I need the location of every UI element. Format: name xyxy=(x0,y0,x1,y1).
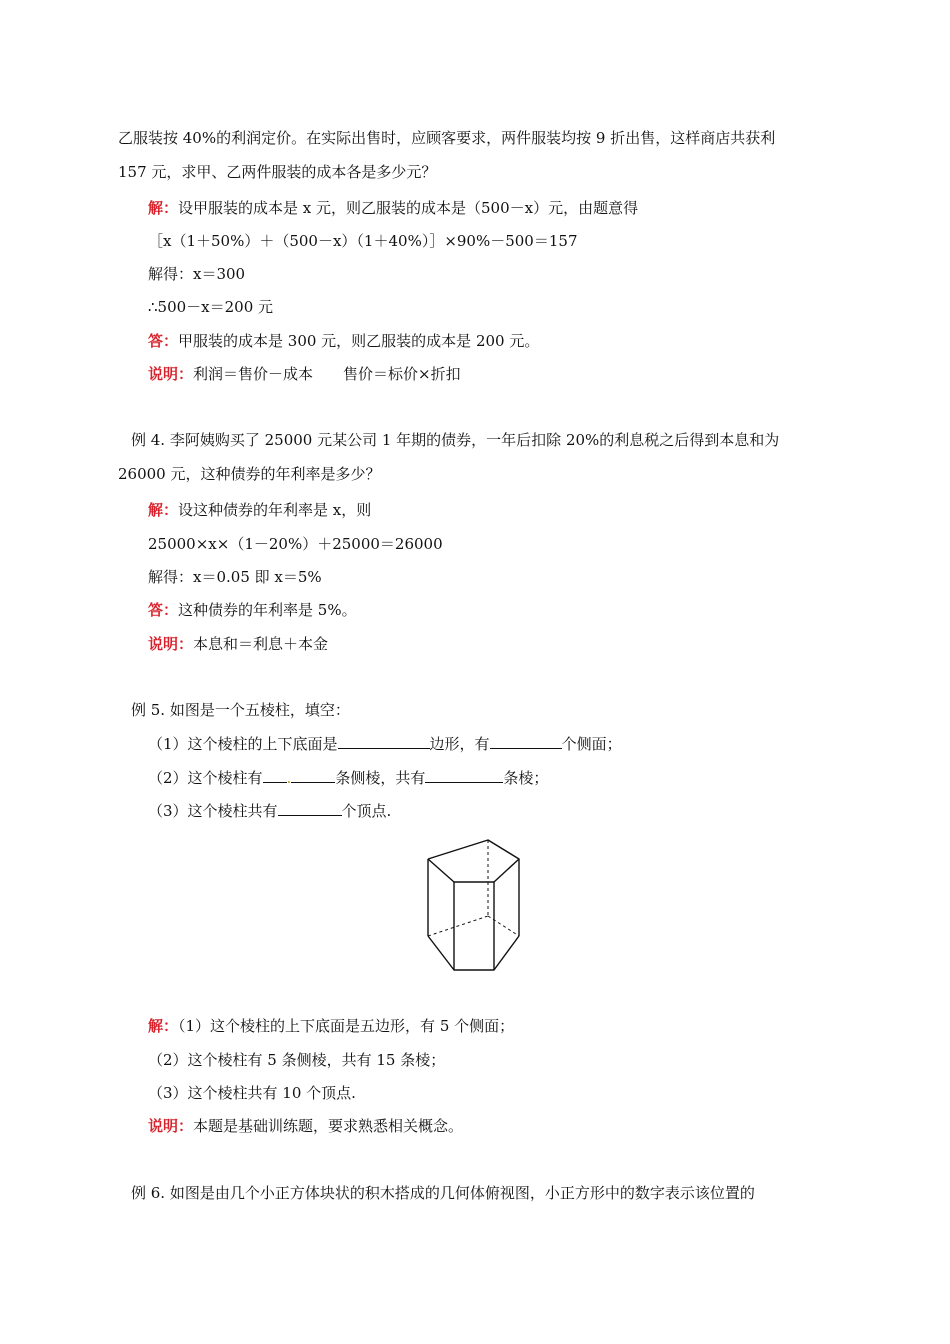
question-3 xyxy=(148,801,391,821)
fill-blank xyxy=(263,768,287,783)
fill-blank xyxy=(338,734,430,749)
prism-hidden-bottom-edge xyxy=(428,916,488,936)
fill-blank xyxy=(490,734,562,749)
note-line xyxy=(148,1116,463,1136)
solution-label: 解： xyxy=(148,199,179,217)
therefore-step: ∴500－x＝200 元 xyxy=(148,298,274,316)
question-text: （1）这个棱柱的上下底面是 xyxy=(148,735,338,753)
answer-line xyxy=(148,600,357,620)
note-label: 说明： xyxy=(148,635,194,653)
question-2 xyxy=(148,768,548,788)
solution-line xyxy=(148,198,638,218)
problem-text-line: 26000 元，这种债券的年利率是多少？ xyxy=(118,465,381,483)
solution-line: （3）这个棱柱共有 10 个顶点. xyxy=(148,1084,356,1102)
problem-text-line: 157 元，求甲、乙两件服装的成本各是多少元？ xyxy=(118,163,437,181)
question-text: （2）这个棱柱有 xyxy=(148,769,263,787)
question-text: （3）这个棱柱共有 xyxy=(148,802,278,820)
prism-top-face xyxy=(428,840,519,882)
question-text: 条棱； xyxy=(503,769,549,787)
prism-hidden-bottom-edge xyxy=(488,916,519,936)
question-text: 条侧棱，共有 xyxy=(335,769,426,787)
question-1 xyxy=(148,734,622,754)
answer-text: 甲服装的成本是 300 元，则乙服装的成本是 200 元。 xyxy=(178,332,540,350)
answer-label: 答： xyxy=(148,332,179,350)
question-text: 边形，有 xyxy=(429,735,490,753)
answer-text: 这种债券的年利率是 5%。 xyxy=(178,601,357,619)
solution-label: 解： xyxy=(148,1017,179,1035)
problem-text-line: 乙服装按 40%的利润定价。在实际出售时，应顾客要求，两件服装均按 9 折出售，这样商店共获利 xyxy=(118,129,776,147)
note-text: 利润＝售价－成本 售价＝标价×折扣 xyxy=(193,365,461,383)
note-line xyxy=(148,634,328,654)
solution-line: （2）这个棱柱有 5 条侧棱，共有 15 条棱； xyxy=(148,1051,446,1069)
note-label: 说明： xyxy=(148,365,194,383)
solve-step: 解得：x＝0.05 即 x＝5% xyxy=(148,568,322,586)
solve-step: 解得：x＝300 xyxy=(148,265,246,283)
fill-blank xyxy=(291,768,335,783)
solution-label: 解： xyxy=(148,501,179,519)
answer-line xyxy=(148,331,539,351)
equation: ［x（1＋50%）＋（500－x）（1＋40%）］×90%－500＝157 xyxy=(148,232,578,250)
example-5-heading: 例 5. 如图是一个五棱柱，填空： xyxy=(131,701,350,719)
equation: 25000×x×（1－20%）＋25000＝26000 xyxy=(148,535,443,553)
solution-text: 设甲服装的成本是 x 元，则乙服装的成本是（500－x）元，由题意得 xyxy=(178,199,639,217)
solution-line xyxy=(148,500,371,520)
example-6-heading: 例 6. 如图是由几个小正方体块状的积木搭成的几何体俯视图，小正方形中的数字表示该位置的 xyxy=(131,1184,755,1202)
example-4-heading: 例 4. 李阿姨购买了 25000 元某公司 1 年期的债券，一年后扣除 20%的利息税之后得到本息和为 xyxy=(131,431,780,449)
solution-text: 设这种债券的年利率是 x，则 xyxy=(178,501,372,519)
note-line xyxy=(148,364,461,384)
fill-blank xyxy=(278,801,342,816)
pentagonal-prism-figure xyxy=(424,836,528,974)
question-text: 个侧面； xyxy=(561,735,622,753)
question-text: 个顶点. xyxy=(341,802,392,820)
solution-text: （1）这个棱柱的上下底面是五边形，有 5 个侧面； xyxy=(178,1017,515,1035)
stray-mark: . xyxy=(286,769,292,787)
note-text: 本题是基础训练题，要求熟悉相关概念。 xyxy=(193,1117,464,1135)
solution-line xyxy=(148,1016,514,1036)
prism-bottom-face-visible xyxy=(428,936,519,970)
fill-blank xyxy=(425,768,503,783)
note-label: 说明： xyxy=(148,1117,194,1135)
answer-label: 答： xyxy=(148,601,179,619)
note-text: 本息和＝利息＋本金 xyxy=(193,635,329,653)
